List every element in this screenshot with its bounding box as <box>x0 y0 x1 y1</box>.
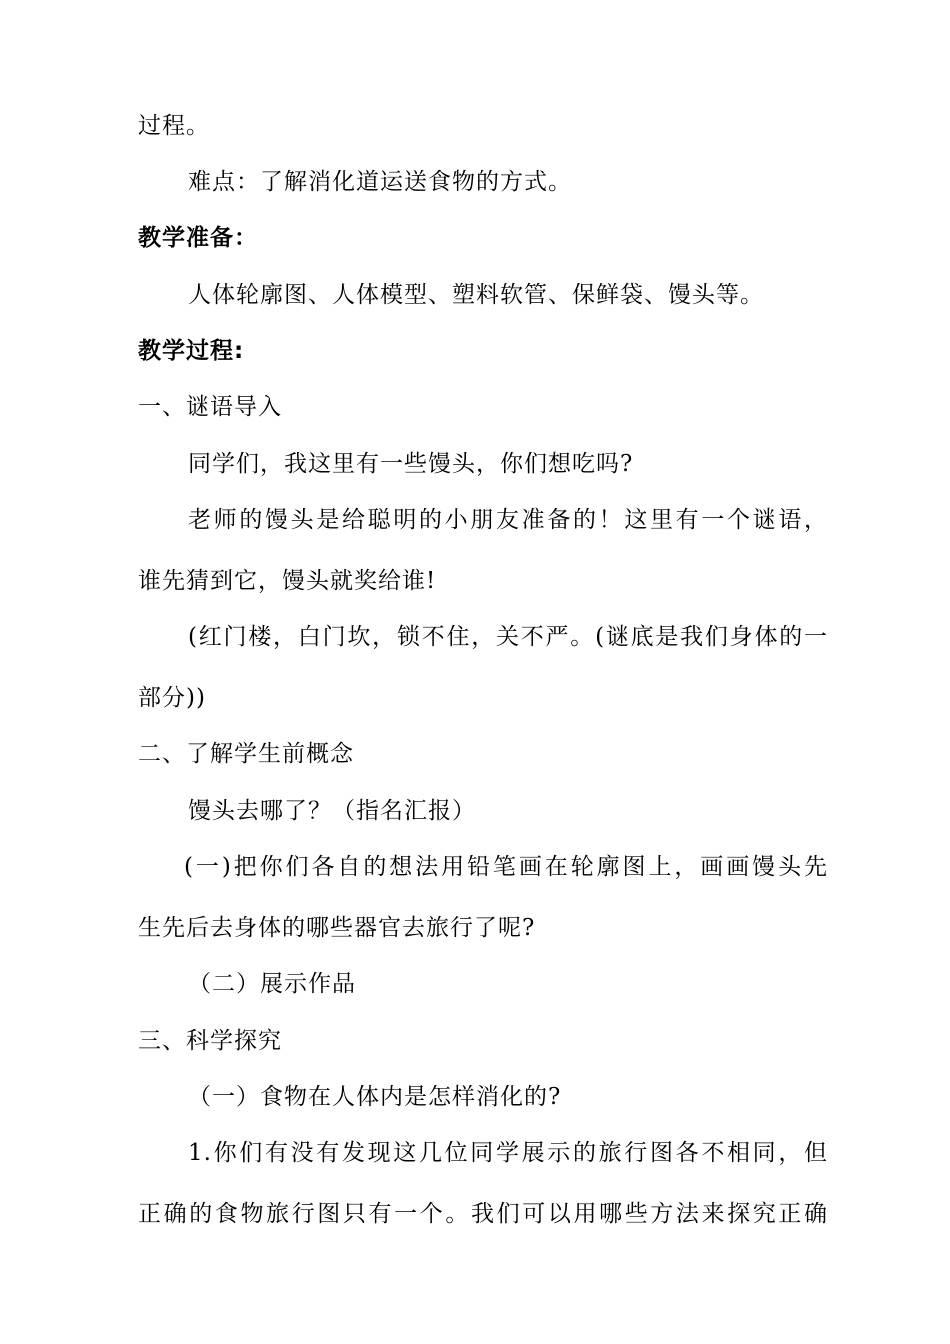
paragraph-line: 老师的馒头是给聪明的小朋友准备的！这里有一个谜语， <box>188 507 828 533</box>
subsection-line: （二）展示作品 <box>188 971 356 997</box>
paragraph-line: (一)把你们各自的想法用铅笔画在轮廓图上，画画馒头先 <box>184 854 828 880</box>
section-heading-riddle-intro: 一、谜语导入 <box>138 394 282 420</box>
paragraph-line: 谁先猜到它，馒头就奖给谁! <box>138 568 437 594</box>
heading-teaching-preparation: 教学准备： <box>138 225 258 251</box>
section-heading-preconception: 二、了解学生前概念 <box>138 741 354 767</box>
paragraph-line: 正确的食物旅行图只有一个。我们可以用哪些方法来探究正确 <box>138 1201 828 1227</box>
paragraph-line: 生先后去身体的哪些器官去旅行了呢? <box>138 915 536 941</box>
paragraph-line: 1.你们有没有发现这几位同学展示的旅行图各不相同，但 <box>188 1140 828 1166</box>
paragraph-line: 同学们，我这里有一些馒头，你们想吃吗? <box>188 451 634 477</box>
riddle-line: 部分)) <box>138 685 206 711</box>
section-heading-science-inquiry: 三、科学探究 <box>138 1028 282 1054</box>
riddle-line: (红门楼，白门坎，锁不住，关不严。(谜底是我们身体的一 <box>188 624 828 650</box>
paragraph-line: 馒头去哪了？（指名汇报） <box>188 798 476 824</box>
materials-line: 人体轮廓图、人体模型、塑料软管、保鲜袋、馒头等。 <box>188 282 764 308</box>
heading-teaching-process: 教学过程: <box>138 338 245 364</box>
subsection-line: （一）食物在人体内是怎样消化的? <box>188 1084 562 1110</box>
difficulty-line: 难点：了解消化道运送食物的方式。 <box>188 169 572 195</box>
text-line-continuation: 过程。 <box>138 113 210 139</box>
